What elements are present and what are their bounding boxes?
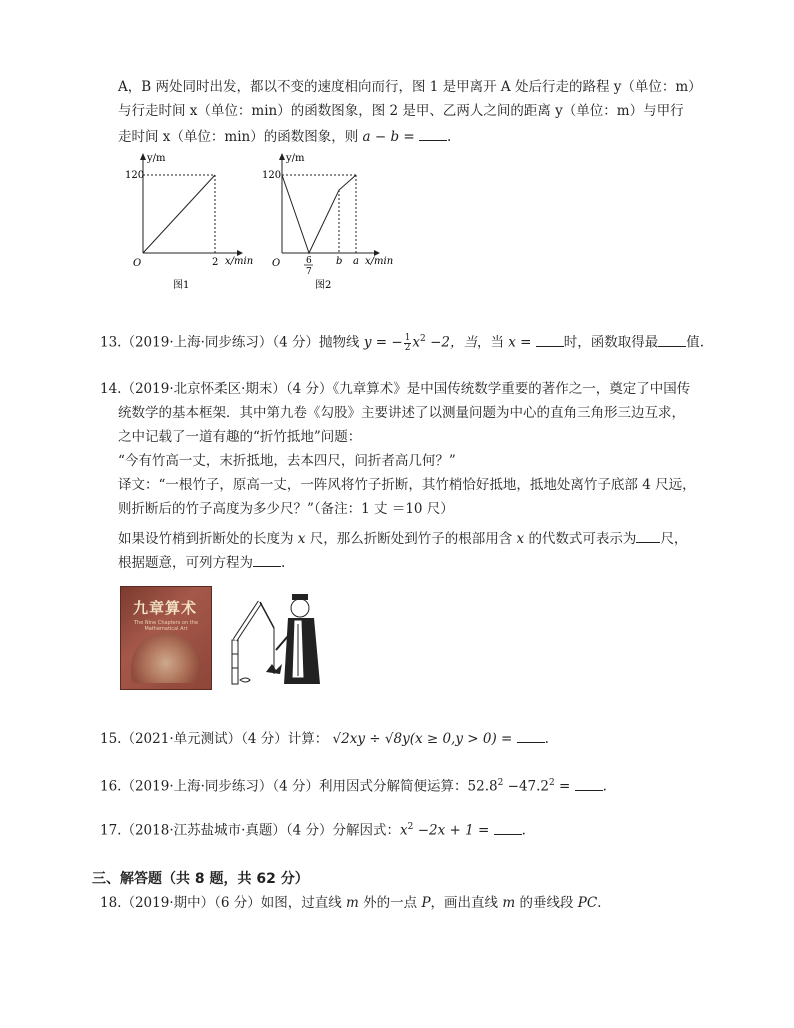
- intro-line-2: 与行走时间 x（单位：min）的函数图象，图 2 是甲、乙两人之间的距离 y（单位：m）与甲行: [118, 103, 684, 119]
- origin-label: O: [272, 258, 281, 269]
- book-subtitle: The Nine Chapters on the Mathematical Art: [133, 620, 199, 632]
- answer-blank[interactable]: [419, 126, 447, 141]
- answer-blank-2[interactable]: [253, 552, 281, 567]
- x-axis-label: x/min: [225, 256, 254, 267]
- answer-blank-1[interactable]: [636, 528, 660, 543]
- y-axis-label: y/m: [147, 153, 166, 164]
- question-13: 13.（2019·上海·同步练习）（4 分）抛物线 y = − $\frac{1}{2}$ $x^2 -2$，当，当 x = 时，函数取得最 值.: [100, 332, 705, 353]
- y-tick-120: 120: [262, 170, 282, 181]
- question-14-line-3: 之中记载了一道有趣的“折竹抵地”问题：: [118, 429, 362, 445]
- x-tick-b: b: [336, 256, 343, 267]
- question-18: 18.（2019·期中）（6 分）如图，过直线 m 外的一点 P，画出直线 m 的垂线段 PC.: [100, 895, 602, 911]
- section-3-title: 三、解答题（共 8 题，共 62 分）: [92, 871, 309, 887]
- fraction-half: $\frac{1}{2}$: [404, 332, 411, 353]
- question-14-line-4: “今有竹高一丈，末折抵地，去本四尺，问折者高几何？”: [118, 453, 456, 469]
- question-15: 15.（2021·单元测试）（4 分）计算： √2xy ÷ √8y(x ≥ 0,y > 0) = .: [100, 728, 549, 748]
- y-axis-label: y/m: [286, 153, 305, 164]
- distance-polyline: [282, 175, 356, 253]
- origin-label: O: [133, 258, 142, 269]
- tick-frac-numerator: 6: [306, 256, 312, 266]
- question-17: 17.（2018·江苏盐城市·真题）（4 分）分解因式：$x^2 -2x + 1$ = .: [100, 818, 526, 840]
- figure-2-graph: [262, 148, 402, 298]
- question-14-line-2: 统数学的基本框架．其中第九卷《勾股》主要讲述了以测量问题为中心的直角三角形三边互求，: [118, 405, 685, 421]
- question-14-line-6: 则折断后的竹子高度为多少尺？”（备注：1 丈 ＝10 尺）: [118, 501, 454, 517]
- answer-blank-1[interactable]: [536, 332, 564, 347]
- question-14-line-5: 译文：“一根竹子，原高一丈，一阵风将竹子折断，其竹梢恰好抵地，抵地处离竹子底部 4 尺远，: [118, 477, 696, 493]
- answer-blank[interactable]: [517, 728, 545, 743]
- y-axis-arrow: [140, 153, 146, 160]
- figure-1-caption: 图1: [173, 280, 190, 291]
- question-14-line-8: 根据题意，可列方程为 .: [118, 552, 285, 572]
- question-14-line-7: 如果设竹梢到折断处的长度为 x 尺，那么折断处到竹子的根部用含 x 的代数式可表示为 尺，: [118, 528, 687, 548]
- x-axis-label: x/min: [365, 256, 394, 267]
- book-cover-image: [120, 586, 212, 690]
- answer-blank[interactable]: [575, 776, 603, 791]
- y-axis-arrow: [279, 153, 285, 160]
- x-tick-2: 2: [212, 257, 219, 268]
- question-14-line-1: 14.（2019·北京怀柔区·期末）（4 分）《九章算术》是中国传统数学重要的著作之一，奠定了中国传: [100, 381, 691, 397]
- bamboo-stalk: [232, 640, 238, 684]
- bamboo-scholar-illustration: [218, 588, 326, 688]
- book-cover-decoration: [131, 633, 201, 683]
- figure-2-caption: 图2: [315, 280, 332, 291]
- answer-blank-2[interactable]: [658, 332, 686, 347]
- figure-1-graph: [125, 148, 265, 298]
- scholar-head: [291, 599, 309, 617]
- question-16: 16.（2019·上海·同步练习）（4 分）利用因式分解简便运算：$52.8^2 -47.2^2$ = .: [100, 774, 607, 796]
- book-title: 九章算术: [132, 599, 197, 617]
- intro-line-1: A，B 两处同时出发，都以不变的速度相向而行，图 1 是甲离开 A 处后行走的路程 y（单位：m）: [118, 79, 702, 95]
- distance-line: [143, 175, 215, 253]
- intro-line-3: 走时间 x（单位：min）的函数图象，则 a − b = .: [118, 126, 451, 146]
- y-tick-120: 120: [125, 170, 145, 181]
- answer-blank[interactable]: [494, 820, 522, 835]
- tick-frac-denominator: 7: [306, 267, 312, 277]
- x-tick-a: a: [353, 256, 359, 267]
